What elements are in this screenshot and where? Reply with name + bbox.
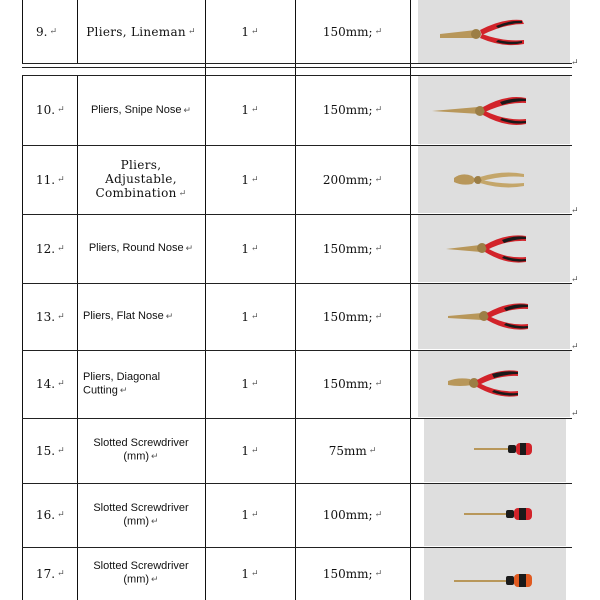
paragraph-mark: ↵: [571, 342, 579, 352]
item-number: 15. ↵: [36, 443, 65, 458]
item-quantity: 1 ↵: [241, 172, 259, 187]
item-name: Pliers, Lineman ↵: [86, 24, 196, 39]
item-name: Slotted Screwdriver (mm) ↵: [93, 437, 189, 463]
item-size: 150mm; ↵: [322, 241, 383, 256]
item-quantity: 1 ↵: [241, 24, 259, 39]
item-size: 75mm ↵: [328, 443, 377, 458]
paragraph-mark: ↵: [571, 275, 579, 285]
item-size: 150mm; ↵: [322, 103, 383, 117]
item-quantity: 1 ↵: [241, 566, 259, 581]
item-number: 9. ↵: [36, 24, 57, 39]
item-name: Slotted Screwdriver (mm) ↵: [93, 501, 189, 528]
item-name: Slotted Screwdriver (mm) ↵: [93, 560, 189, 586]
slotted-screwdriver-photo: [424, 419, 566, 482]
item-size: 150mm; ↵: [322, 309, 383, 324]
item-quantity: 1 ↵: [241, 241, 259, 256]
paragraph-mark: ↵: [571, 206, 579, 216]
item-name: Pliers, Round Nose ↵: [88, 242, 194, 254]
item-number: 13. ↵: [36, 309, 65, 324]
item-quantity: 1 ↵: [241, 508, 259, 522]
item-size: 150mm; ↵: [322, 566, 383, 581]
item-number: 10. ↵: [36, 103, 65, 117]
adjustable-pliers-photo: [418, 146, 570, 213]
item-quantity: 1 ↵: [241, 103, 259, 117]
item-size: 150mm; ↵: [322, 24, 383, 39]
lineman-pliers-photo: [418, 0, 570, 63]
item-number: 11. ↵: [36, 172, 65, 187]
diagonal-cutting-pliers-photo: [418, 351, 570, 417]
item-size: 150mm; ↵: [322, 377, 383, 391]
item-size: 100mm; ↵: [322, 508, 383, 522]
item-name: Pliers, Snipe Nose ↵: [90, 103, 192, 116]
item-number: 17. ↵: [36, 566, 65, 581]
item-name: Pliers, Flat Nose ↵: [83, 310, 174, 322]
item-name: Pliers, Adjustable, Combination ↵: [95, 158, 187, 201]
item-number: 14. ↵: [36, 377, 65, 391]
item-quantity: 1 ↵: [241, 377, 259, 391]
item-size: 200mm; ↵: [322, 172, 383, 187]
slotted-screwdriver-photo: [424, 484, 566, 546]
paragraph-mark: ↵: [571, 58, 579, 68]
slotted-screwdriver-photo: [424, 548, 566, 600]
paragraph-mark: ↵: [571, 409, 579, 419]
item-number: 12. ↵: [36, 241, 65, 256]
row-divider: [22, 67, 572, 68]
round-nose-pliers-photo: [418, 215, 570, 282]
item-number: 16. ↵: [36, 508, 65, 522]
item-quantity: 1 ↵: [241, 443, 259, 458]
row-divider: [22, 63, 572, 64]
column-divider: [410, 0, 411, 600]
item-name: Pliers, Diagonal Cutting ↵: [83, 370, 161, 397]
item-quantity: 1 ↵: [241, 309, 259, 324]
flat-nose-pliers-photo: [418, 284, 570, 349]
snipe-nose-pliers-photo: [418, 76, 570, 144]
